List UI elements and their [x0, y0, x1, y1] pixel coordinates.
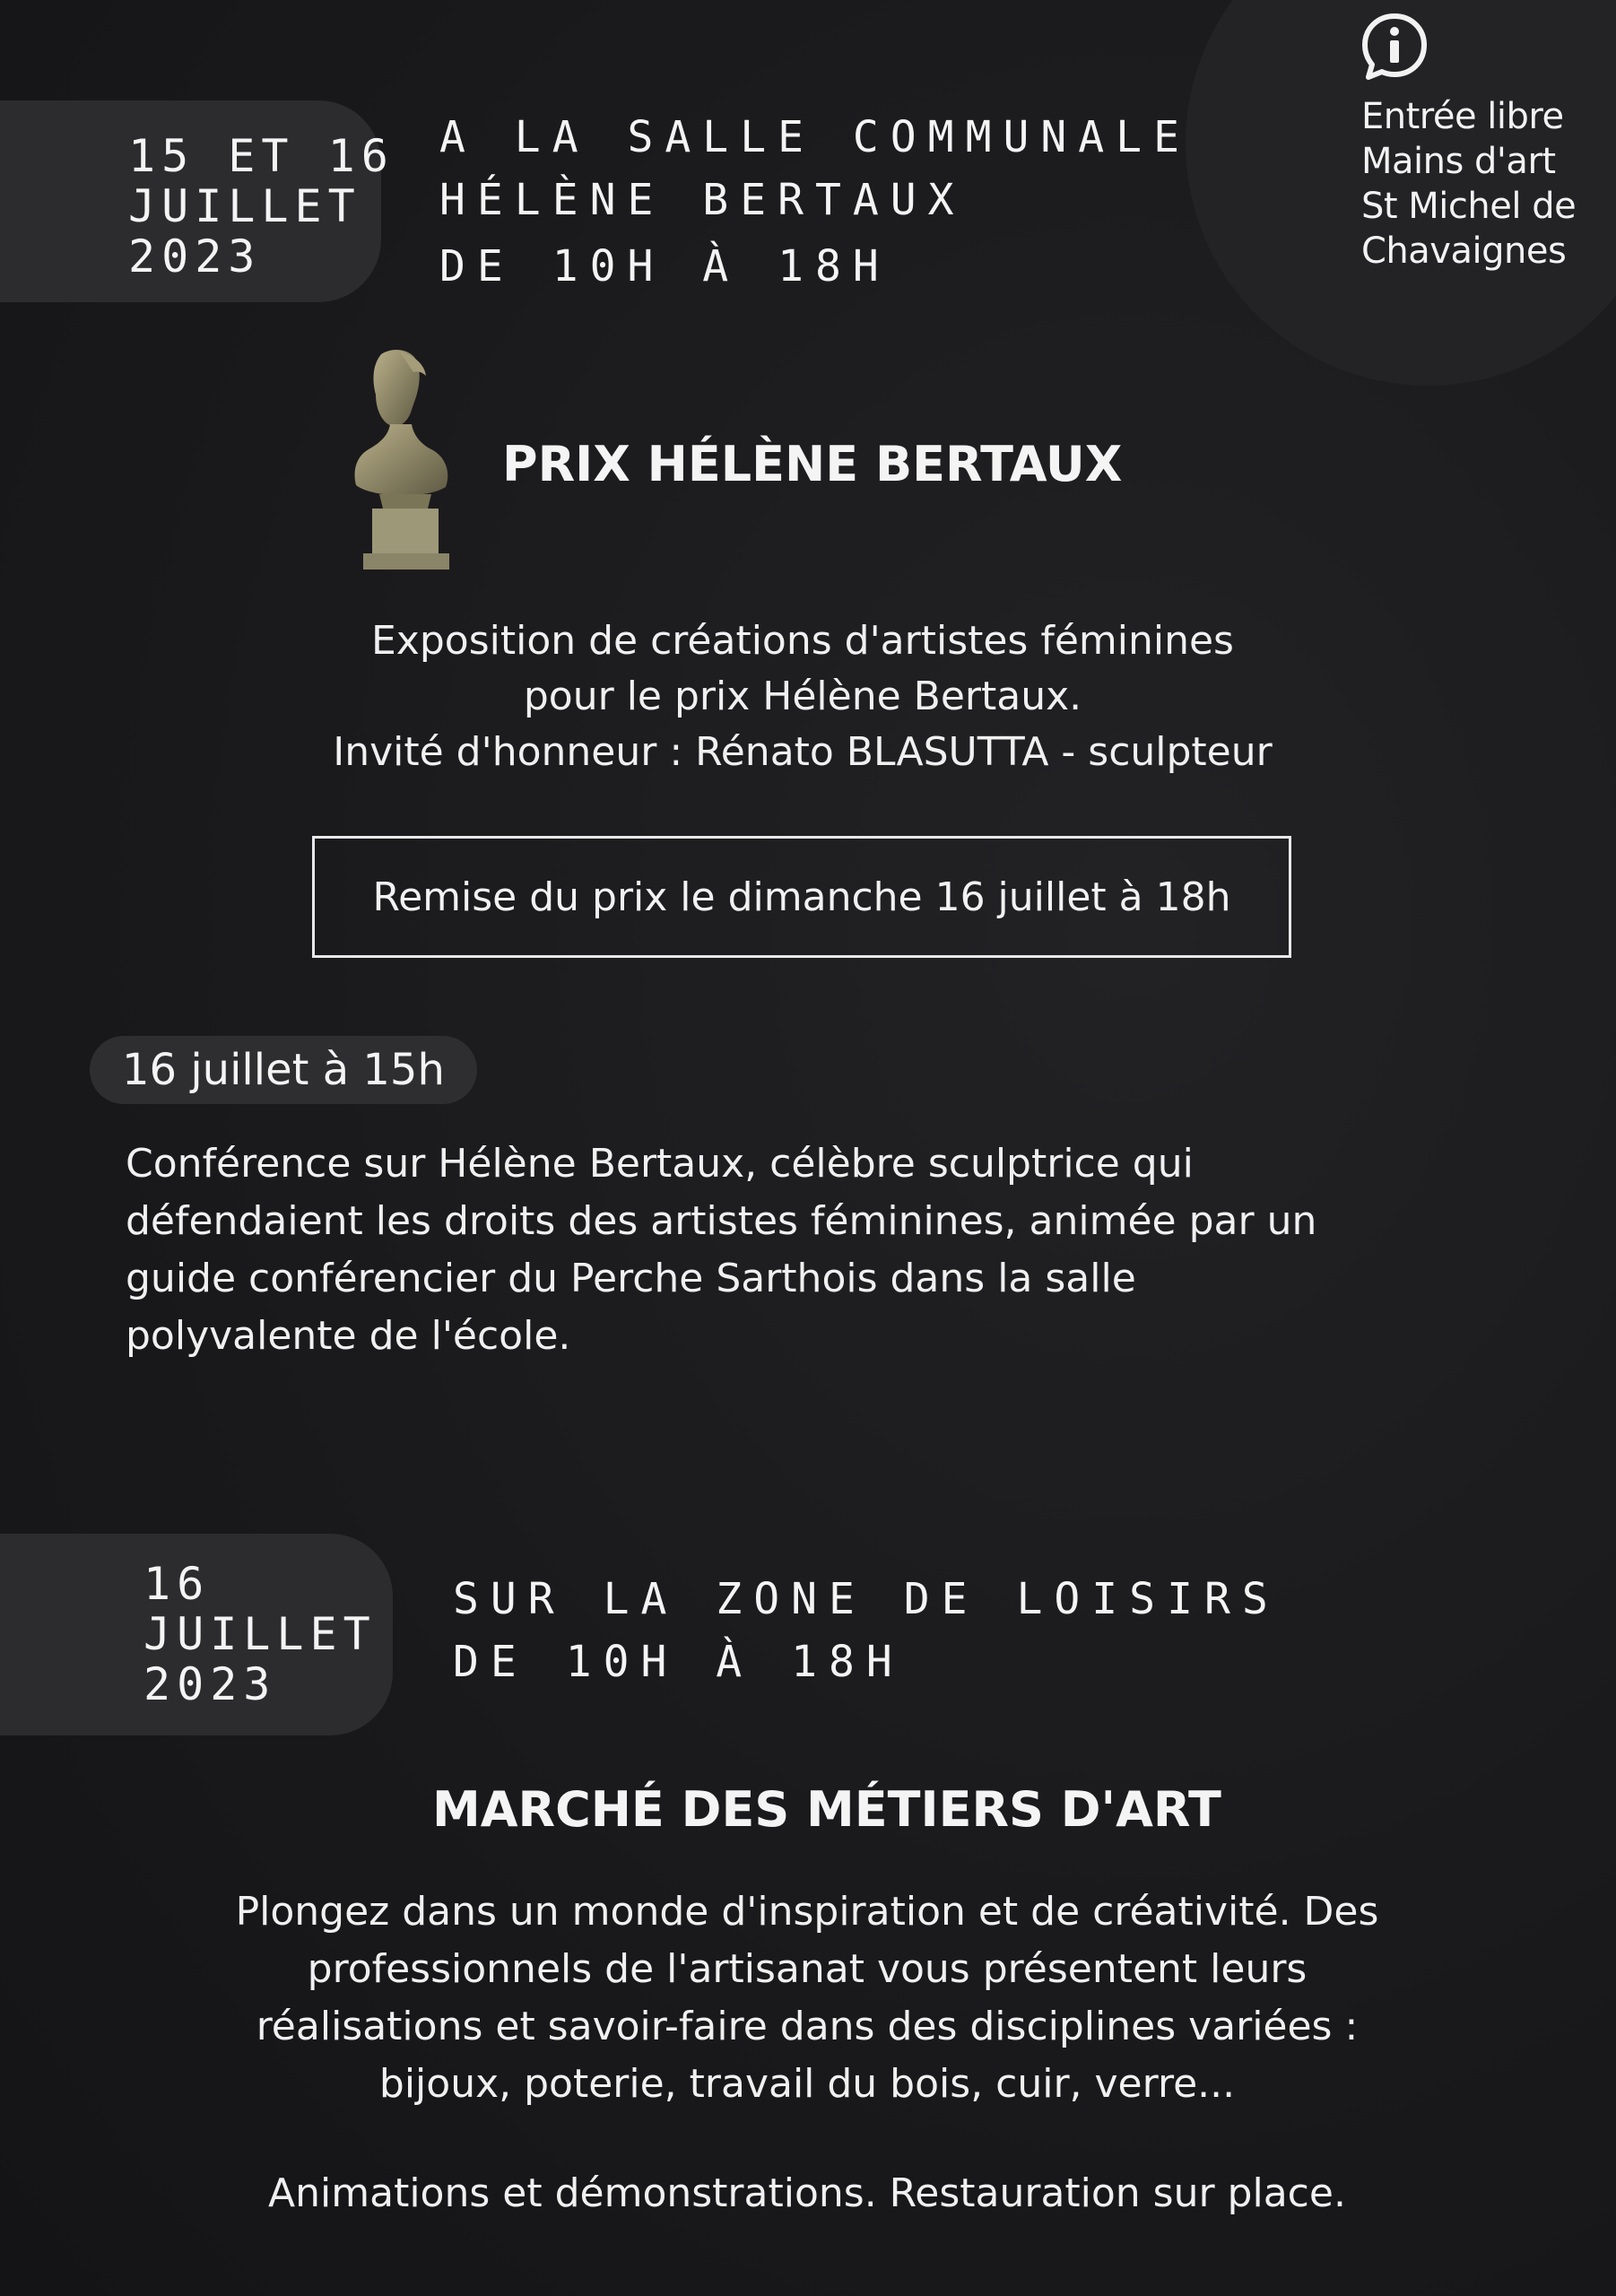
- info-text: [1361, 94, 1576, 274]
- ceremony-text: Remise du prix le dimanche 16 juillet à 18h: [372, 874, 1231, 920]
- date-line: JUILLET: [128, 180, 361, 232]
- date-line: JUILLET: [143, 1608, 377, 1660]
- ceremony-box: [312, 836, 1291, 958]
- info-line: Mains d'art: [1361, 141, 1556, 182]
- marche-line: réalisations et savoir-faire dans des disciplines variées :: [256, 2004, 1359, 2049]
- venue-line: DE 10H À 18H: [453, 1637, 904, 1687]
- conference-line: Conférence sur Hélène Bertaux, célèbre sculptrice qui: [126, 1141, 1194, 1187]
- date-line: 16: [143, 1558, 211, 1610]
- conference-time: 16 juillet à 15h: [122, 1045, 445, 1095]
- prix-title: PRIX HÉLÈNE BERTAUX: [502, 436, 1123, 492]
- conference-description: [126, 1135, 1316, 1365]
- marche-line: Plongez dans un monde d'inspiration et de créativité. Des: [235, 1889, 1379, 1935]
- info-line: Chavaignes: [1361, 230, 1567, 272]
- prix-description-line: Exposition de créations d'artistes féminines: [371, 618, 1234, 664]
- venue-line: A LA SALLE COMMUNALE: [439, 112, 1191, 162]
- date-line: 2023: [128, 230, 262, 283]
- bust-sculpture-image: [345, 345, 462, 574]
- conference-time-pill: [90, 1036, 477, 1104]
- marche-title: MARCHÉ DES MÉTIERS D'ART: [432, 1781, 1221, 1838]
- marche-line: professionnels de l'artisanat vous présentent leurs: [307, 1946, 1308, 1992]
- date-line: 2023: [143, 1658, 277, 1710]
- info-line: Entrée libre: [1361, 96, 1564, 137]
- prix-description: [269, 613, 1336, 780]
- info-line: St Michel de: [1361, 186, 1577, 227]
- venue-line: DE 10H À 18H: [439, 241, 891, 291]
- date-line: 15 ET 16: [128, 130, 395, 182]
- marche-description: [170, 1883, 1444, 2113]
- marche-line: bijoux, poterie, travail du bois, cuir, verre...: [378, 2061, 1236, 2107]
- marche-footer: Animations et démonstrations. Restauration sur place.: [268, 2170, 1346, 2216]
- conference-line: défendaient les droits des artistes féminines, animée par un: [126, 1198, 1317, 1244]
- prix-description-line: pour le prix Hélène Bertaux.: [523, 674, 1082, 719]
- prix-description-line: Invité d'honneur : Rénato BLASUTTA - sculpteur: [333, 729, 1273, 775]
- info-icon: [1359, 11, 1430, 83]
- conference-line: polyvalente de l'école.: [126, 1313, 571, 1359]
- conference-line: guide conférencier du Perche Sarthois dans la salle: [126, 1256, 1136, 1301]
- venue-line: SUR LA ZONE DE LOISIRS: [453, 1574, 1280, 1624]
- venue-line: HÉLÈNE BERTAUX: [439, 175, 966, 225]
